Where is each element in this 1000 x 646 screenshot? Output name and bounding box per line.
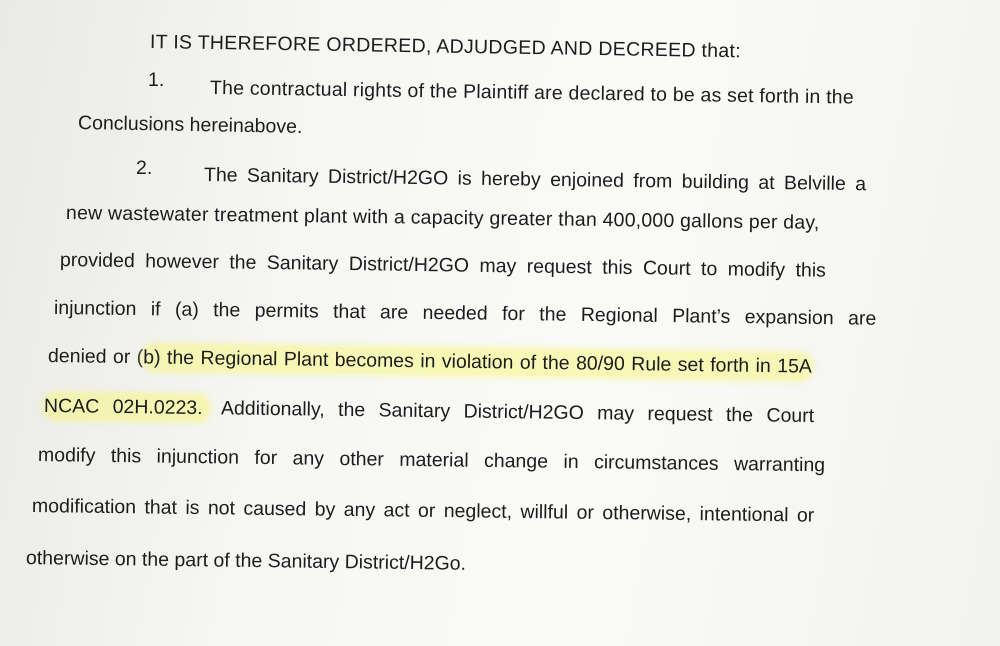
item-2-line-4: injunction if (a) the permits that are needed for the Regional Plant’s expansion are — [53, 297, 877, 330]
item-2-line-7: modify this injunction for any other material change in circumstances warranting — [37, 444, 826, 477]
item-1-number: 1. — [148, 69, 165, 91]
order-heading: IT IS THEREFORE ORDERED, ADJUDGED AND DECREED that: — [149, 31, 742, 63]
item-2-line-2: new wastewater treatment plant with a capacity greater than 400,000 gallons per day, — [65, 202, 820, 234]
bleed-through-text — [380, 0, 740, 18]
line-6-post-text: Additionally, the Sanitary District/H2GO may request the Court — [220, 397, 815, 428]
item-2-line-9: otherwise on the part of the Sanitary District/H2Go. — [25, 547, 467, 575]
item-2-line-8: modification that is not caused by any act or neglect, willful or otherwise, intentional or — [31, 495, 815, 527]
item-2-number: 2. — [136, 157, 153, 179]
item-2-line-6 — [44, 394, 814, 428]
item-1-line-2: Conclusions hereinabove. — [77, 112, 303, 138]
item-2-line-3: provided however the Sanitary District/H2GO may request this Court to modify this — [59, 249, 827, 282]
highlighted-citation: NCAC 02H.0223. — [44, 393, 209, 421]
line-5-pre-text: denied or ( — [47, 345, 144, 369]
highlighted-text: b) the Regional Plant becomes in violation of the 80/90 Rule set forth in 15A — [143, 346, 813, 378]
item-2-line-1: The Sanitary District/H2GO is hereby enjoined from building at Belville a — [203, 164, 867, 196]
item-2-line-5 — [48, 344, 812, 379]
item-1-line-1: The contractual rights of the Plaintiff are declared to be as set forth in the — [209, 77, 855, 109]
